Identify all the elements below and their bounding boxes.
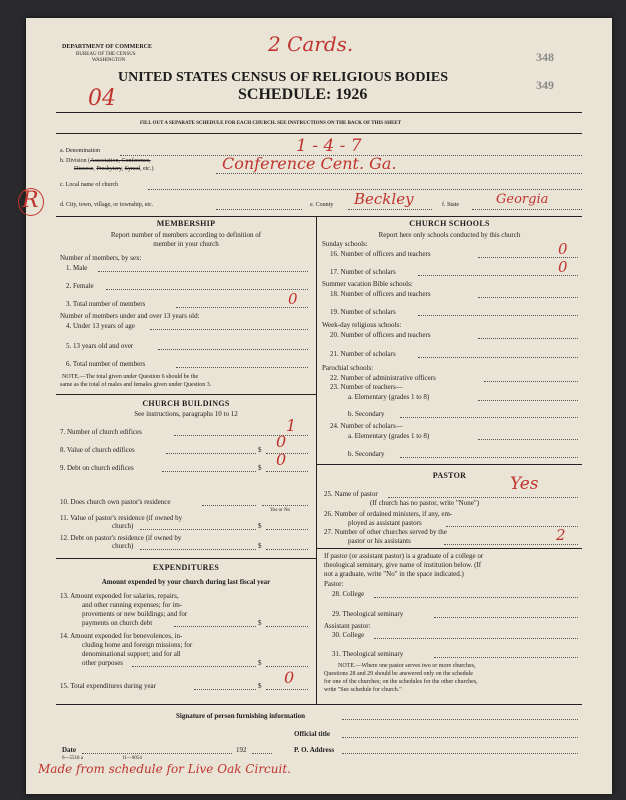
po-address-label: P. O. Address [294,746,335,754]
buildings-intro: See instructions, paragraphs 10 to 12 [134,410,238,418]
divider [56,704,582,705]
form-number: 6—5518 a [62,756,83,761]
divider [317,464,582,465]
q25-line [388,497,578,498]
signature-line [342,719,578,720]
q27-label: 27. Number of other churches served by the [324,528,447,536]
schools-intro: Report here only schools conducted by this church [378,231,521,239]
divider [317,548,582,549]
q30-line [374,638,578,639]
hand-r-circle [18,188,44,216]
q8-amount-line [266,453,308,454]
q7-line [174,435,308,436]
grad-note-3: not a graduate, write "No" in the space indicated.) [324,570,464,578]
q7-label: 7. Number of church edifices [60,428,142,436]
state-line [472,209,582,210]
asst-pastor-label: Assistant pastor: [324,622,371,630]
denomination-label: a. Denomination [60,148,100,154]
q30-label: 30. College [332,631,365,639]
pastor-note-1: NOTE.—Where one pastor serves two or more churches, [338,663,476,669]
division-label [60,158,151,164]
q13-dollar: $ [258,619,262,627]
summer-label: Summer vacation Bible schools: [322,280,413,288]
q29-line [434,617,578,618]
q8-line [166,453,256,454]
q14-amount-line [266,666,308,667]
q9-value: 0 [276,450,287,469]
division-line [216,173,582,174]
sunday-label: Sunday schools: [322,240,368,248]
q25-label: 25. Name of pastor [324,490,378,498]
form-title: UNITED STATES CENSUS OF RELIGIOUS BODIES [118,70,449,85]
q5-label: 5. 13 years old and over [66,342,134,350]
q21-line [418,357,578,358]
q12-dollar: $ [258,542,262,550]
divider [56,133,582,134]
divider [56,112,582,113]
q15-label: 15. Total expenditures during year [60,682,156,690]
q11-amount-line [266,529,308,530]
q16-label: 16. Number of officers and teachers [330,250,431,258]
print-number: 11—9054 [122,756,142,761]
q20-label: 20. Number of officers and teachers [330,331,431,339]
division-label-line2: Diocese, Presbytery, Synod, etc.) [74,166,154,172]
dept-heading: DEPARTMENT OF COMMERCE [62,44,153,50]
q23b-line [400,417,578,418]
q13-line-3: provements or new buildings; and for [82,610,188,618]
q23a-line [478,400,578,401]
division-label-end: , etc.) [139,166,154,172]
state-label: f. State [442,202,459,208]
buildings-title: CHURCH BUILDINGS [142,399,230,408]
membership-note-2: same as the total of males and females given under Question 3. [60,382,212,388]
po-address-line [342,753,578,754]
city-line [216,209,302,210]
q13-line-4: payments on church debt [82,619,153,627]
q13-line-2: and other running expenses; for im- [82,601,183,609]
stamp-number-bottom: 349 [536,78,554,92]
q10-label: 10. Does church own pastor's residence [60,498,171,506]
division-struck-synod: Synod [124,166,140,172]
q14-line-2: cluding home and foreign missions; for [82,641,193,649]
q11-line [140,529,256,530]
q14-line [132,666,256,667]
q15-value: 0 [284,668,295,687]
q9-dollar: $ [258,464,262,472]
q19-line [418,315,578,316]
stamp-number-top: 348 [536,50,554,64]
q8-dollar: $ [258,446,262,454]
schools-title: CHURCH SCHOOLS [409,219,490,228]
q14-line-1: 14. Amount expended for benevolences, in- [60,632,183,640]
divider [56,558,316,559]
state-value: Georgia [496,192,549,207]
division-struck-diocese: Diocese [74,166,94,172]
q27-line [444,544,578,545]
expenditures-title: EXPENDITURES [152,563,220,572]
q27-label-2: pastor or his assistants [348,537,411,545]
divider [56,216,582,217]
q18-line [478,297,578,298]
q14-line-4: other purposes [82,659,124,667]
membership-note: NOTE.—The total given under Question 6 should be the [62,374,199,380]
q12-line [140,549,256,550]
q11-dollar: $ [258,522,262,530]
pastor-note-4: write "See schedule for church." [324,687,402,693]
q22-line [484,381,578,382]
q31-line [434,657,578,658]
q14-dollar: $ [258,659,262,667]
schedule-title: SCHEDULE: 1926 [238,86,368,103]
q12-label: 12. Debt on pastor's residence (if owned by [60,534,182,542]
q9-line [162,471,256,472]
q2-line [106,289,308,290]
hand-r-mark: R [22,188,39,213]
pastor-title: PASTOR [432,471,467,480]
q25-value: Yes [510,474,539,494]
q31-label: 31. Theological seminary [332,650,404,658]
q13-line-1: 13. Amount expended for salaries, repairs, [60,592,179,600]
pastor-sub-label: Pastor: [324,580,344,588]
q6-label: 6. Total number of members [66,360,146,368]
county-value: Beckley [354,190,414,208]
q24a-label: a. Elementary (grades 1 to 8) [348,432,430,440]
grad-note-2: theological seminary, give name of institution below. (If [324,561,482,569]
q17-label: 17. Number of scholars [330,268,396,276]
q17-value: 0 [558,258,568,276]
q8-value: 0 [276,432,287,451]
q24-label: 24. Number of scholars— [330,422,403,430]
pastor-note-3: for one of the churches; on the schedules for the other churches, [324,679,478,685]
q24b-line [400,457,578,458]
membership-intro-2: member in your church [153,240,219,248]
q23-label: 23. Number of teachers— [330,383,403,391]
q15-dollar: $ [258,682,262,690]
q4-label: 4. Under 13 years of age [66,322,135,330]
q26-label-2: ployed as assistant pastors [348,519,422,527]
q9-amount-line [266,471,308,472]
q24a-line [478,439,578,440]
q11-label: 11. Value of pastor's residence (if owned by [60,514,183,522]
q5-line [158,349,308,350]
q1-label: 1. Male [66,264,88,272]
local-name-label: c. Local name of church [60,182,119,188]
q8-label: 8. Value of church edifices [60,446,135,454]
q12-amount-line [266,549,308,550]
q26-label: 26. Number of ordained ministers, if any, em- [324,510,453,518]
division-label-start: b. Division ( [60,158,91,164]
q23b-label: b. Secondary [348,410,385,418]
q28-label: 28. College [332,590,365,598]
q24b-label: b. Secondary [348,450,385,458]
year-line [252,753,272,754]
q13-line [174,626,256,627]
grad-note-1: If pastor (or assistant pastor) is a graduate of a college or [324,552,484,560]
denomination-value: 1 - 4 - 7 [296,136,362,156]
division-struck-presbytery: Presbytery [96,166,122,172]
q22-label: 22. Number of administrative officers [330,374,436,382]
hand-code: 04 [88,86,116,111]
official-title-line [342,737,578,738]
q3-label: 3. Total number of members [66,300,146,308]
city-heading: WASHINGTON [92,58,126,63]
hand-footer-note: Made from schedule for Live Oak Circuit. [38,762,291,776]
q3-value: 0 [288,290,298,308]
q15-line [194,689,256,690]
county-line [348,209,432,210]
q16-value: 0 [558,240,568,258]
q12-label-2: church) [112,542,134,550]
q29-label: 29. Theological seminary [332,610,404,618]
by-age-label: Number of members under and over 13 years old: [60,312,200,320]
bureau-heading: BUREAU OF THE CENSUS [76,52,136,57]
q7-value: 1 [286,416,297,435]
instruction-line: FILL OUT A SEPARATE SCHEDULE FOR EACH CHURCH. SEE INSTRUCTIONS ON THE BACK OF THIS SHEET [140,121,402,126]
q10-answer-line [262,505,308,506]
expenditures-intro: Amount expended by your church during last fiscal year [101,578,271,586]
membership-intro: Report number of members according to definition of [110,231,262,239]
q11-label-2: church) [112,522,134,530]
parochial-label: Parochial schools: [322,364,374,372]
by-sex-label: Number of members, by sex: [60,254,142,262]
q27-value: 2 [556,526,566,544]
q28-line [374,597,578,598]
q23a-label: a. Elementary (grades 1 to 8) [348,393,430,401]
divider [56,394,316,395]
q21-label: 21. Number of scholars [330,350,396,358]
year-label: 192 [236,746,247,754]
census-schedule-sheet [22,18,612,794]
official-title-label: Official title [294,730,330,738]
division-value: Conference Cent. Ga. [222,154,397,173]
q9-label: 9. Debt on church edifices [60,464,134,472]
q4-line [150,329,308,330]
q2-label: 2. Female [66,282,94,290]
signature-label: Signature of person furnishing information [176,712,305,720]
weekday-label: Week-day religious schools: [322,321,402,329]
division-struck-text: Association, Conference, [90,158,151,164]
column-divider [316,216,317,704]
date-label: Date [62,746,76,754]
pastor-note-2: Questions 28 and 29 should be answered only on the schedule [324,671,473,677]
membership-title: MEMBERSHIP [156,219,216,228]
city-label: d. City, town, village, or township, etc. [60,202,154,208]
q6-line [176,367,308,368]
q1-line [98,271,308,272]
q25-note: (If church has no pastor, write "None") [370,499,480,507]
q18-label: 18. Number of officers and teachers [330,290,431,298]
q14-line-3: denominational support; and for all [82,650,181,658]
q20-line [478,338,578,339]
q19-label: 19. Number of scholars [330,308,396,316]
date-line [82,753,232,754]
q13-amount-line [266,626,308,627]
county-label: e. County [310,202,334,208]
hand-cards-note: 2 Cards. [268,32,354,56]
q17-line [418,275,578,276]
yes-no-hint: Yes or No [270,508,291,513]
q15-amount-line [266,689,308,690]
q10-line [202,505,256,506]
